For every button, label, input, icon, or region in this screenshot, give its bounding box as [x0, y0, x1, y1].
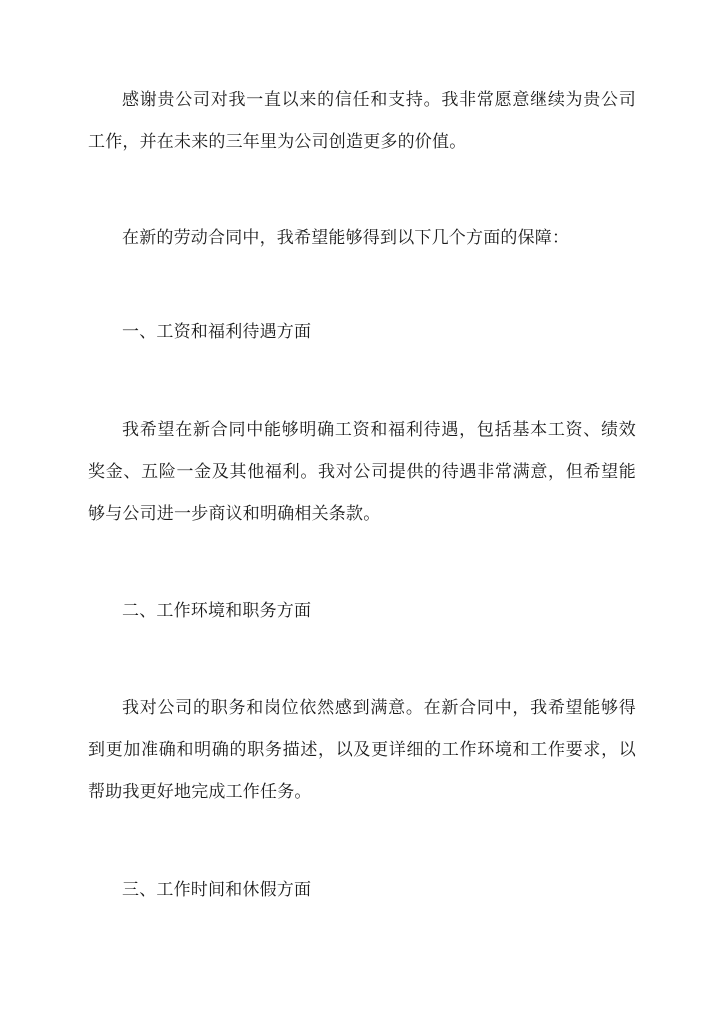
environment-paragraph: 我对公司的职务和岗位依然感到满意。在新合同中，我希望能够得到更加准确和明确的职务描述，以及更详细的工作环境和工作要求，以帮助我更好地完成工作任务。	[88, 698, 636, 802]
guarantee-intro-paragraph: 在新的劳动合同中，我希望能够得到以下几个方面的保障：	[122, 228, 570, 248]
intro-paragraph: 感谢贵公司对我一直以来的信任和支持。我非常愿意继续为贵公司工作，并在未来的三年里为公司创造更多的价值。	[88, 90, 636, 152]
section-heading-salary: 一、工资和福利待遇方面	[122, 322, 312, 342]
section-heading-environment: 二、工作环境和职务方面	[122, 601, 312, 621]
salary-paragraph: 我希望在新合同中能够明确工资和福利待遇，包括基本工资、绩效奖金、五险一金及其他福利。我对公司提供的待遇非常满意，但希望能够与公司进一步商议和明确相关条款。	[88, 420, 636, 524]
section-heading-hours: 三、工作时间和休假方面	[122, 880, 312, 900]
